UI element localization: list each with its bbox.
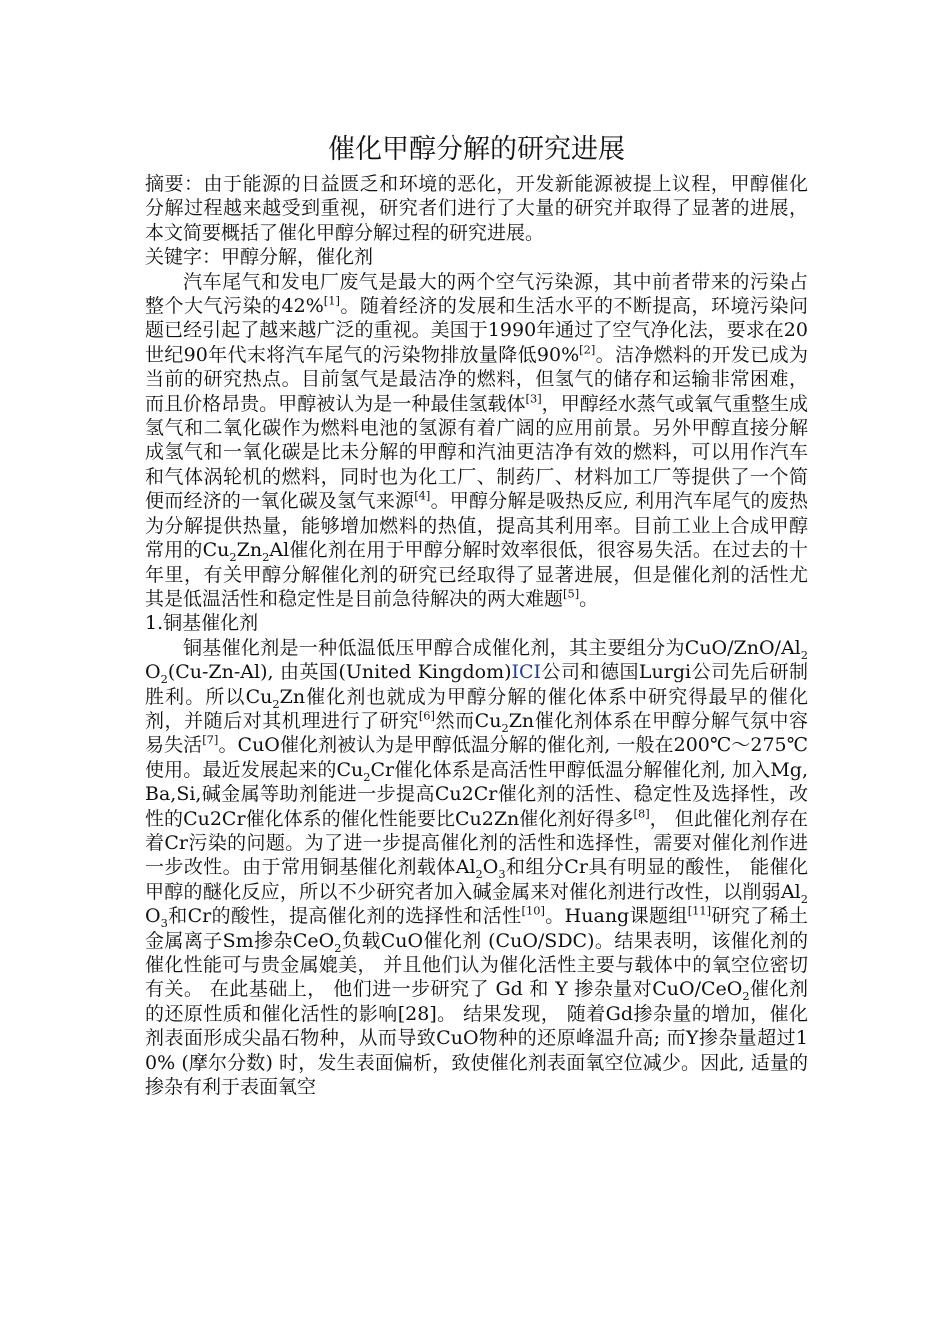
subscript: 2 — [334, 940, 342, 955]
subscript: 2 — [160, 671, 168, 686]
subscript: 2 — [272, 696, 280, 711]
paragraph-copper-catalyst — [145, 636, 808, 1100]
citation-ref[interactable]: [10] — [521, 903, 545, 918]
text-run: Zn — [236, 539, 263, 562]
citation-ref[interactable]: [11] — [687, 903, 712, 918]
citation-ref[interactable]: [6] — [418, 708, 435, 723]
citation-ref[interactable]: [7] — [202, 733, 219, 748]
text-run: 和组分Cr具有明显的酸性， 能催化甲醇的醚化反应，所以不少研究者加入碱金属来对催化剂进行改性，以削弱Al — [145, 856, 808, 903]
text-run: 和Cr的酸性，提高催化剂的选择性和活性 — [167, 905, 522, 928]
citation-ref[interactable]: [1] — [323, 293, 340, 308]
citation-ref[interactable]: [3] — [525, 391, 542, 406]
subscript: 2 — [229, 549, 237, 564]
text-run: 汽车尾气和发电厂废气是最大的两个空气污染源，其中前者带来的污染占整个大气污染的42% — [145, 270, 808, 318]
subscript: 2 — [742, 989, 750, 1004]
subscript: 2 — [262, 549, 270, 564]
document-page — [145, 128, 808, 1099]
text-run: 然而Cu — [434, 709, 502, 732]
subscript: 2 — [800, 891, 808, 906]
text-run: 负载CuO催化剂 (CuO/SDC)。结果表明，该催化剂的催化性能可与贵金属媲美， 并且他们认为催化活性主要与载体中的氧空位密切有关。 在此基础上， 他们进一步研究了 Gd 和 Y 掺杂量对CuO/CeO — [145, 929, 808, 1001]
text-run: Zn催化剂也就成为甲醇分解的催化体系中研究得最早的催化剂，并随后对其机理进行了研究 — [145, 685, 808, 732]
text-run: 。洁净燃料的开发已成为当前的研究热点。目前氢气是最洁净的燃料，但氢气的储存和运输非常困难，而且价格昂贵。甲醇被认为是一种最佳氢载体 — [145, 343, 808, 415]
subscript: 2 — [475, 867, 483, 882]
citation-ref[interactable]: [4] — [414, 488, 431, 503]
text-run: (Cu-Zn-Al), 由英国(United Kingdom) — [167, 661, 512, 684]
text-run: O — [145, 905, 161, 928]
keywords: 关键字：甲醇分解，催化剂 — [145, 246, 374, 269]
subscript: 2 — [501, 720, 509, 735]
document-title: 催化甲醇分解的研究进展 — [328, 134, 625, 165]
text-run: 公司和德国Lurgi公司先后研制胜利。所以Cu — [145, 661, 808, 708]
text-run: 铜基催化剂是一种低温低压甲醇合成催化剂，其主要组分为CuO/ZnO/Al — [183, 636, 801, 659]
ici-link[interactable]: ICI — [511, 661, 542, 684]
text-run: Al催化剂在用于甲醇分解时效率很低，很容易失活。在过去的十年里，有关甲醇分解催化剂的研究已经取得了显著进展，但是催化剂的活性尤其是低温活性和稳定性是目前急待解决的两大难题 — [145, 539, 808, 610]
text-run: 。随着经济的发展和生活水平的不断提高，环境污染问题已经引起了越来越广泛的重视。美国于1990年通过了空气净化法，要求在20世纪90年代末将汽车尾气的污染物排放量降低90% — [145, 295, 808, 366]
citation-ref[interactable]: [8] — [633, 806, 650, 821]
text-run: 催化剂的还原性质和催化活性的影响[28]。 结果发现， 随着Gd掺杂量的增加，催化剂表面形成尖晶石物种，从而导致CuO物种的还原峰温升高; 而Y掺杂量超过10% (摩尔分数) 时，发生表面偏析，致使催化剂表面氧空位减少。因此, 适量的掺杂有利于表面氧空 — [145, 978, 808, 1099]
subscript: 2 — [800, 647, 808, 662]
text-run: 。 — [579, 587, 599, 610]
citation-ref[interactable]: [2] — [579, 342, 596, 357]
text-run: 研究了稀土金属离子Sm掺杂CeO — [145, 905, 808, 952]
paragraph-intro — [145, 270, 808, 612]
text-run: O — [145, 661, 161, 684]
abstract: 摘要：由于能源的日益匮乏和环境的恶化，开发新能源被提上议程，甲醇催化分解过程越来越受到重视，研究者们进行了大量的研究并取得了显著的进展，本文简要概括了催化甲醇分解过程的研究进展。 — [145, 173, 808, 244]
subscript: 3 — [498, 867, 506, 882]
subscript: 3 — [160, 915, 168, 930]
text-run: 。Huang课题组 — [544, 905, 688, 928]
text-run: 。甲醇分解是吸热反应, 利用汽车尾气的废热为分解提供热量，能够增加燃料的热值，提高其利用率。目前工业上合成甲醇常用的Cu — [145, 490, 808, 562]
text-run: Cr催化体系是高活性甲醇低温分解催化剂, 加入Mg,Ba,Si,碱金属等助剂能进一步提高Cu2Cr催化剂的活性、稳定性及选择性，改性的Cu2Cr催化体系的催化性能要比Cu2Zn催化剂好得多 — [145, 758, 808, 830]
text-run: O — [482, 856, 499, 879]
text-run: ，甲醇经水蒸气或氧气重整生成氢气和二氧化碳作为燃料电池的氢源有着广阔的应用前景。另外甲醇直接分解成氢气和一氧化碳是比未分解的甲醇和汽油更洁净有效的燃料，可以用作汽车和气体涡轮机的燃料，同时也为化工厂、制药厂、材料加工厂等提供了一个简便而经济的一氧化碳及氢气来源 — [145, 392, 808, 513]
text-run: 。CuO催化剂被认为是甲醇低温分解的催化剂, 一般在200℃～275℃使用。最近发展起来的Cu — [145, 734, 808, 781]
subscript: 2 — [363, 769, 371, 784]
text-run: Zn催化剂体系在甲醇分解气氛中容易失活 — [145, 709, 808, 757]
section-heading: 1.铜基催化剂 — [145, 612, 259, 635]
text-run: ， 但此催化剂存在着Cr污染的问题。为了进一步提高催化剂的活性和选择性，需要对催化剂作进一步改性。由于常用铜基催化剂载体Al — [145, 807, 808, 879]
citation-ref[interactable]: [5] — [563, 586, 580, 601]
